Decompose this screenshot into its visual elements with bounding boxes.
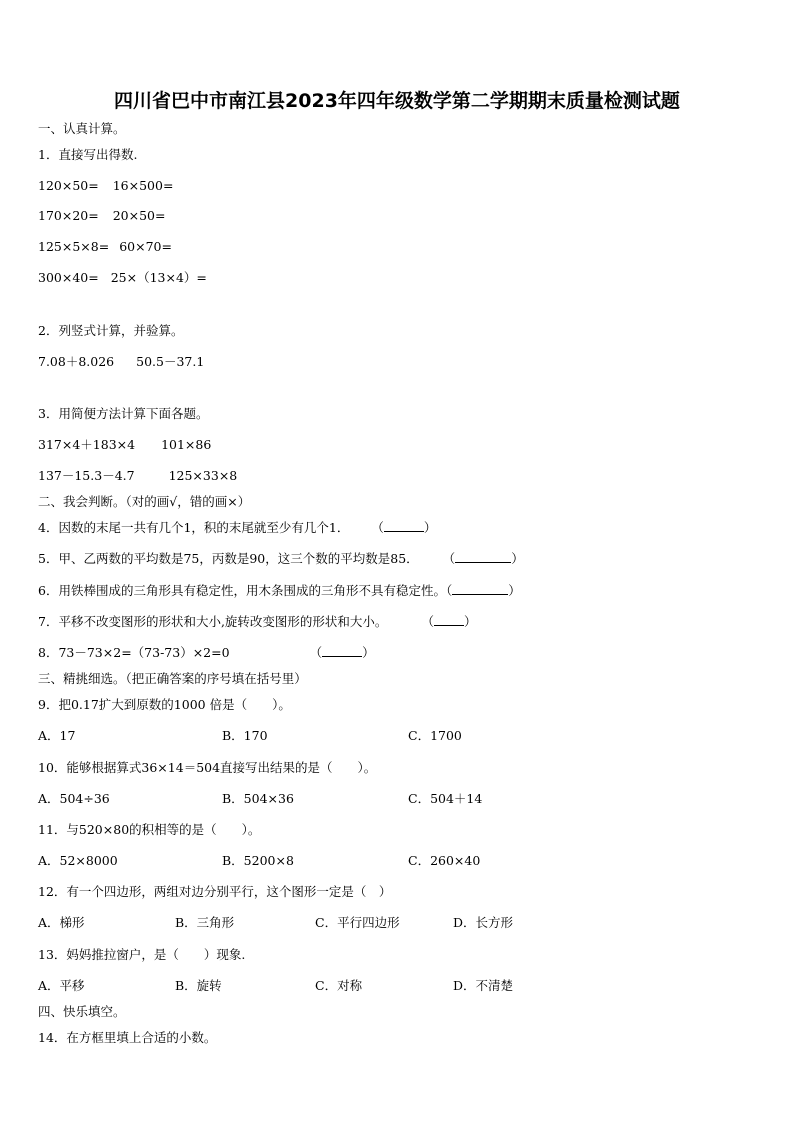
q10-option-b[interactable]: B．504×36 [222, 791, 294, 806]
answer-blank[interactable] [455, 552, 511, 563]
question-8 [38, 645, 375, 661]
q3-item: 101×86 [161, 437, 212, 452]
answer-paren-close: ） [511, 551, 524, 566]
q9-option-b[interactable]: B．170 [222, 728, 268, 743]
q1-item: 300×40= [38, 270, 99, 285]
answer-paren-open: （ [371, 520, 384, 535]
section-heading-2: 二、我会判断。（对的画√，错的画×） [38, 494, 251, 509]
q12-option-b[interactable]: B．三角形 [175, 915, 235, 930]
q1-row-3 [38, 239, 172, 255]
q2-item: 7.08＋8.026 [38, 354, 115, 369]
question-3-stem: 3．用简便方法计算下面各题。 [38, 406, 209, 421]
q9-option-c[interactable]: C．1700 [408, 728, 462, 743]
question-13-stem: 13．妈妈推拉窗户，是（ ）现象. [38, 947, 246, 962]
q13-option-b[interactable]: B．旋转 [175, 978, 222, 993]
question-14-stem: 14．在方框里填上合适的小数。 [38, 1030, 217, 1045]
q10-option-c[interactable]: C．504＋14 [408, 791, 483, 806]
q10-option-a[interactable]: A．504÷36 [38, 791, 110, 806]
section-heading-1: 一、认真计算。 [38, 121, 126, 136]
answer-paren-close: ） [423, 520, 437, 535]
q3-item: 317×4＋183×4 [38, 437, 136, 452]
question-4 [38, 520, 436, 536]
q11-option-b[interactable]: B．5200×8 [222, 853, 294, 868]
q12-option-c[interactable]: C．平行四边形 [315, 915, 400, 930]
q13-option-d[interactable]: D．不清楚 [453, 978, 514, 993]
q1-row-4 [38, 270, 207, 286]
question-7-text: 7．平移不改变图形的形状和大小,旋转改变图形的形状和大小。 [38, 614, 388, 629]
answer-paren-open: （ [421, 614, 434, 629]
question-7 [38, 614, 476, 630]
answer-blank[interactable] [434, 615, 464, 626]
q2-row [38, 354, 204, 370]
q1-item: 125×5×8= [38, 239, 110, 254]
q3-row-1 [38, 437, 211, 453]
q11-option-a[interactable]: A．52×8000 [38, 853, 118, 868]
answer-blank[interactable] [384, 521, 424, 532]
q1-item: 120×50= [38, 178, 99, 193]
q1-row-1 [38, 178, 173, 194]
q1-item: 170×20= [38, 208, 99, 223]
q12-option-a[interactable]: A．梯形 [38, 915, 85, 930]
answer-paren-close: ） [508, 583, 521, 598]
q11-option-c[interactable]: C．260×40 [408, 853, 481, 868]
q9-option-a[interactable]: A．17 [38, 728, 76, 743]
answer-blank[interactable] [452, 584, 508, 595]
q13-option-c[interactable]: C．对称 [315, 978, 363, 993]
q13-option-a[interactable]: A．平移 [38, 978, 85, 993]
q3-row-2 [38, 468, 237, 484]
q1-row-2 [38, 208, 165, 224]
answer-paren-open: （ [309, 645, 323, 660]
answer-paren-close: ） [362, 645, 375, 660]
question-6 [38, 583, 521, 599]
q1-item: 20×50= [112, 208, 166, 223]
question-11-stem: 11．与520×80的积相等的是（ ）。 [38, 822, 261, 837]
section-heading-4: 四、快乐填空。 [38, 1004, 126, 1019]
q1-item: 16×500= [112, 178, 174, 193]
q3-item: 125×33×8 [168, 468, 238, 483]
question-4-text: 4．因数的末尾一共有几个1，积的末尾就至少有几个1． [38, 520, 350, 535]
section-heading-3: 三、精挑细选。（把正确答案的序号填在括号里） [38, 671, 307, 686]
question-2-stem: 2．列竖式计算，并验算。 [38, 323, 184, 338]
q1-item: 25×（13×4）= [110, 270, 207, 285]
question-10-stem: 10．能够根据算式36×14＝504直接写出结果的是（ ）。 [38, 760, 377, 775]
question-8-text: 8．73－73×2=（73-73）×2=0 [38, 645, 230, 660]
page-title: 四川省巴中市南江县2023年四年级数学第二学期期末质量检测试题 [114, 90, 680, 112]
question-5 [38, 551, 524, 567]
question-5-text: 5．甲、乙两数的平均数是75，丙数是90，这三个数的平均数是85． [38, 551, 419, 566]
question-9-stem: 9．把0.17扩大到原数的1000 倍是（ ）。 [38, 697, 291, 712]
q2-item: 50.5－37.1 [136, 354, 205, 369]
question-1-stem: 1．直接写出得数. [38, 147, 138, 162]
q1-item: 60×70= [119, 239, 172, 254]
question-6-text: 6．用铁棒围成的三角形具有稳定性，用木条围成的三角形不具有稳定性。 [38, 583, 446, 598]
answer-paren-close: ） [463, 614, 477, 629]
answer-paren-open: （ [442, 551, 456, 566]
q3-item: 137－15.3－4.7 [38, 468, 135, 483]
answer-paren-open: （ [445, 583, 453, 598]
answer-blank[interactable] [322, 646, 362, 657]
question-12-stem: 12．有一个四边形，两组对边分别平行，这个图形一定是（ ） [38, 884, 392, 899]
q12-option-d[interactable]: D．长方形 [453, 915, 514, 930]
